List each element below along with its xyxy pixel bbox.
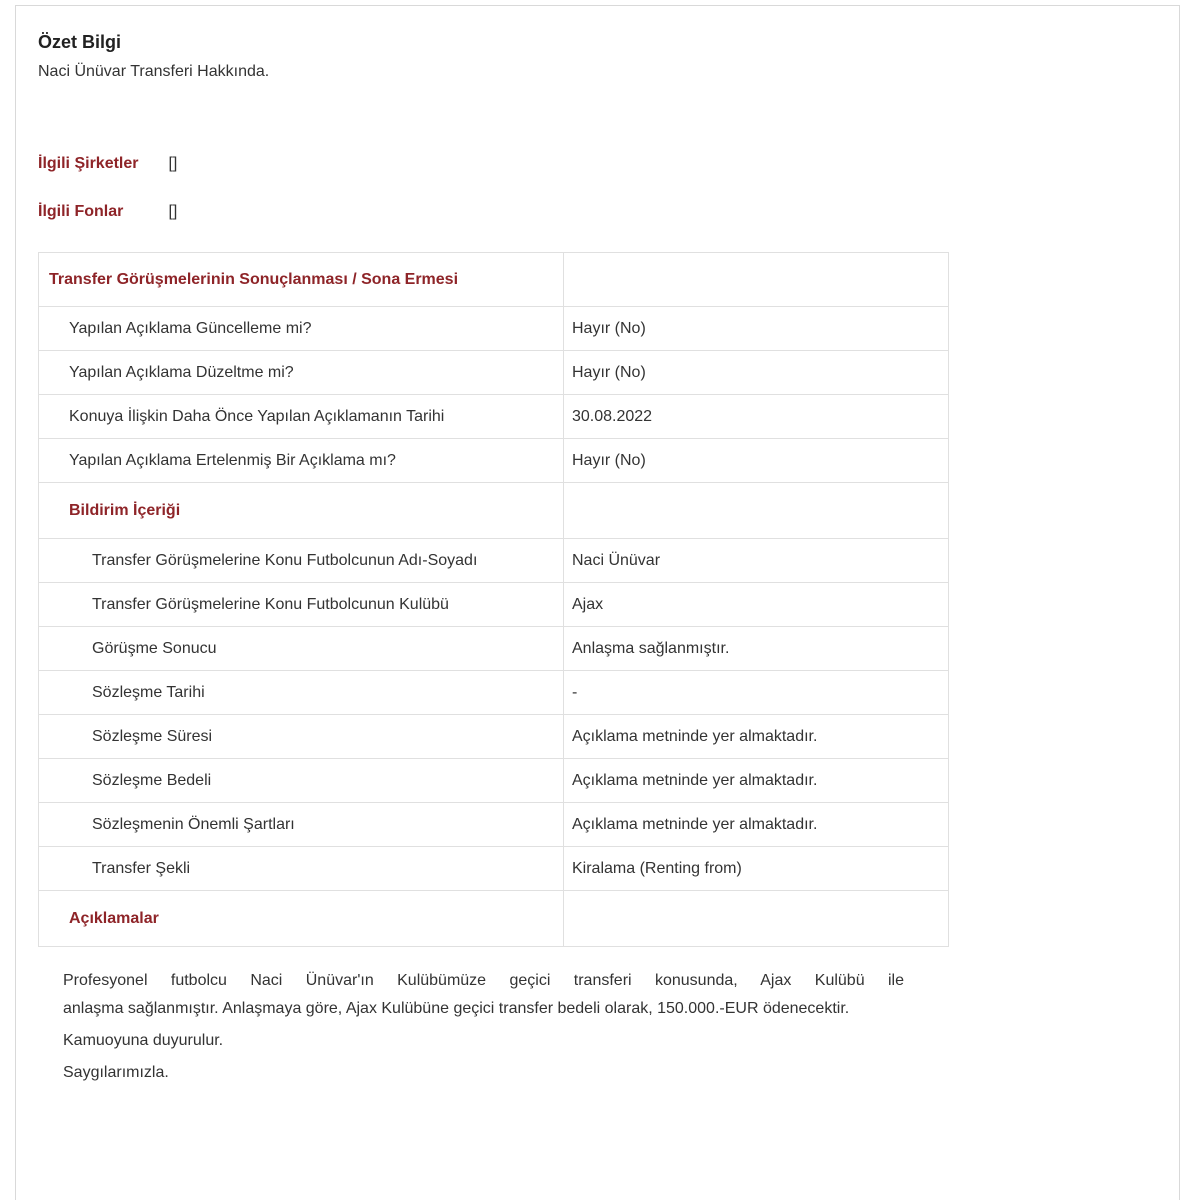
field-value-cell: Naci Ünüvar: [564, 539, 949, 583]
table-row: [39, 351, 949, 395]
field-value-cell: [564, 891, 949, 947]
paragraph-line: Saygılarımızla.: [63, 1064, 169, 1081]
field-label-cell: Yapılan Açıklama Ertelenmiş Bir Açıklama mı?: [39, 439, 564, 483]
field-value-cell: Hayır (No): [564, 439, 949, 483]
field-value-cell: Hayır (No): [564, 307, 949, 351]
field-label-cell: Görüşme Sonucu: [39, 627, 564, 671]
field-label-cell: Transfer Görüşmelerine Konu Futbolcunun Kulübü: [39, 583, 564, 627]
table-row: [39, 395, 949, 439]
field-value-cell: [564, 253, 949, 307]
table-row: [39, 483, 949, 539]
section-label-cell: Transfer Görüşmelerinin Sonuçlanması / Sona Ermesi: [39, 253, 564, 307]
field-value-cell: -: [564, 671, 949, 715]
field-label-cell: Konuya İlişkin Daha Önce Yapılan Açıklamanın Tarihi: [39, 395, 564, 439]
disclosure-table-body: [39, 253, 949, 947]
field-value-cell: Hayır (No): [564, 351, 949, 395]
section-label-cell: Bildirim İçeriği: [39, 483, 564, 539]
table-row: [39, 759, 949, 803]
field-value-cell: Kiralama (Renting from): [564, 847, 949, 891]
field-value-cell: [564, 483, 949, 539]
field-value-cell: Açıklama metninde yer almaktadır.: [564, 803, 949, 847]
related-section: [38, 154, 1157, 221]
field-label-cell: Yapılan Açıklama Düzeltme mi?: [39, 351, 564, 395]
paragraph-line: Profesyonel futbolcu Naci Ünüvar'ın Kulübümüze geçici transferi konusunda, Ajax Kulübü ile: [63, 972, 904, 989]
table-row: [39, 627, 949, 671]
page-subtitle: Naci Ünüvar Transferi Hakkında.: [38, 63, 270, 80]
field-value-cell: 30.08.2022: [564, 395, 949, 439]
table-row: [39, 847, 949, 891]
related-companies-row: [38, 154, 1157, 173]
paragraph: [63, 1027, 904, 1055]
table-row: [39, 439, 949, 483]
table-row: [39, 307, 949, 351]
table-row: [39, 803, 949, 847]
disclosure-text: [38, 967, 948, 1087]
field-value-cell: Açıklama metninde yer almaktadır.: [564, 715, 949, 759]
related-funds-label: İlgili Fonlar: [38, 203, 124, 220]
field-label-cell: Sözleşme Süresi: [39, 715, 564, 759]
field-label-cell: Sözleşme Tarihi: [39, 671, 564, 715]
field-label-cell: Transfer Şekli: [39, 847, 564, 891]
field-label-cell: Transfer Görüşmelerine Konu Futbolcunun Adı-Soyadı: [39, 539, 564, 583]
related-funds-value: []: [168, 203, 178, 220]
paragraph-line: anlaşma sağlanmıştır. Anlaşmaya göre, Ajax Kulübüne geçici transfer bedeli olarak, 150.000.-EUR ödenecektir.: [63, 1000, 850, 1017]
field-value-cell: Anlaşma sağlanmıştır.: [564, 627, 949, 671]
table-row: [39, 715, 949, 759]
table-row: [39, 583, 949, 627]
page-title: Özet Bilgi: [38, 32, 122, 52]
table-row: [39, 253, 949, 307]
field-label-cell: Yapılan Açıklama Güncelleme mi?: [39, 307, 564, 351]
paragraph-line: Kamuoyuna duyurulur.: [63, 1032, 224, 1049]
table-row: [39, 891, 949, 947]
disclosure-page: [15, 5, 1180, 1200]
related-companies-label: İlgili Şirketler: [38, 155, 139, 172]
section-label-cell: Açıklamalar: [39, 891, 564, 947]
field-label-cell: Sözleşme Bedeli: [39, 759, 564, 803]
field-value-cell: Açıklama metninde yer almaktadır.: [564, 759, 949, 803]
table-row: [39, 671, 949, 715]
disclosure-table: [38, 252, 949, 947]
related-companies-value: []: [168, 155, 178, 172]
paragraph: [63, 967, 904, 1023]
table-row: [39, 539, 949, 583]
paragraph: [63, 1059, 904, 1087]
field-value-cell: Ajax: [564, 583, 949, 627]
related-funds-row: [38, 202, 1157, 221]
field-label-cell: Sözleşmenin Önemli Şartları: [39, 803, 564, 847]
